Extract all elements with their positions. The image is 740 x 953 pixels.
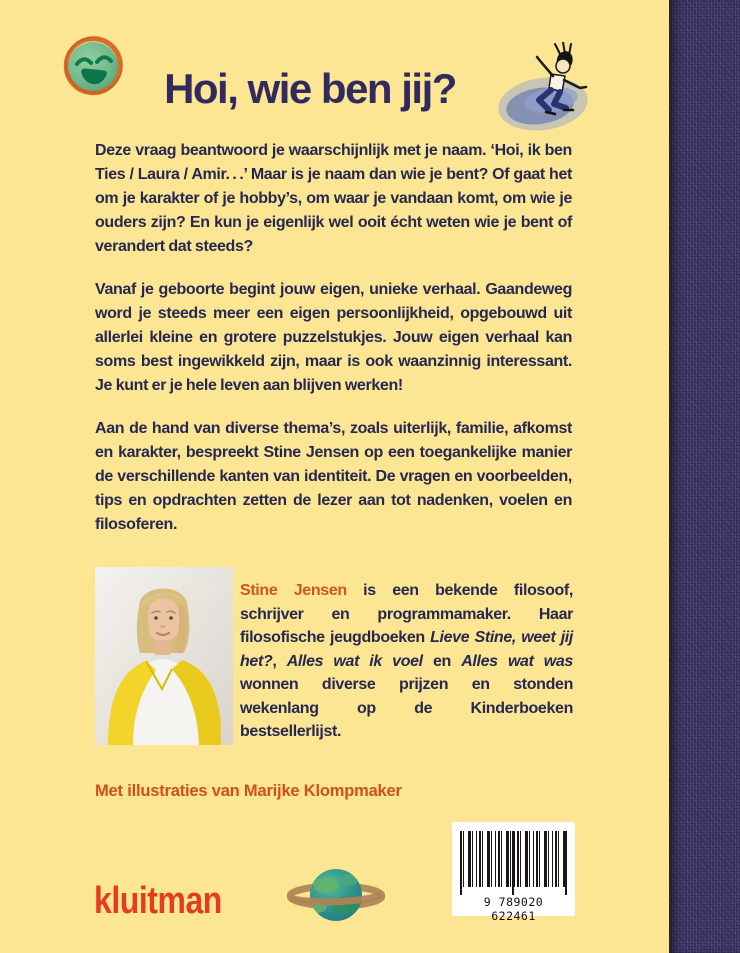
surfer-illustration-icon [491,42,603,138]
author-bio: Stine Jensen is een bekende filosoof, schrijver en programmamaker. Haar filosofische jeugdboeken Lieve Stine, weet jij het?, Alles wat ik voel en Alles wat was wonnen diverse prijzen en stonden wekenlang op de Kinderboeken bestsellerlijst. [240,582,573,740]
page-title: Hoi, wie ben jij? [164,65,456,112]
book-spine-fabric [669,0,740,953]
barcode-guard-middle [512,831,514,895]
blurb-paragraph-1: Deze vraag beantwoord je waarschijnlijk met je naam. ‘Hoi, ik ben Ties / Laura / Amir. . .’ Maar is je naam dan wie je bent? Of gaat het om je karakter of je hobby’s, om waar je vandaan komt, om wie je ouders zijn? En kun je eigenlijk wel ooit écht weten wie je bent of verandert dat steeds? [95,142,572,255]
barcode [452,822,575,923]
barcode-guard-right [565,831,567,895]
barcode-bars [460,831,567,887]
illustrator-credit: Met illustraties van Marijke Klompmaker [95,782,402,800]
publisher-logo: kluitman [94,880,222,922]
blurb-paragraph-3: Aan de hand van diverse thema’s, zoals uiterlijk, familie, afkomst en karakter, bespreekt Stine Jensen op een toegankelijke manier de verschillende kanten van identiteit. De vragen en voorbeelden, tips en opdrachten zetten de lezer aan tot nadenken, voelen en filosoferen. [95,420,572,533]
blurb [95,139,572,556]
blurb-paragraph-2: Vanaf je geboorte begint jouw eigen, unieke verhaal. Gaandeweg word je steeds meer een eigen persoonlijkheid, opgebouwd uit allerlei kleine en grotere puzzelstukjes. Jouw eigen verhaal kan soms best ingewikkeld zijn, maar is ook waanzinnig interessant. Je kunt er je hele leven aan blijven werken! [95,281,572,394]
author-photo [95,567,233,745]
saturn-planet-icon [287,863,385,929]
author-section [95,567,573,745]
barcode-guard-left [460,831,462,895]
barcode-number: 9 789020 622461 [483,895,544,923]
